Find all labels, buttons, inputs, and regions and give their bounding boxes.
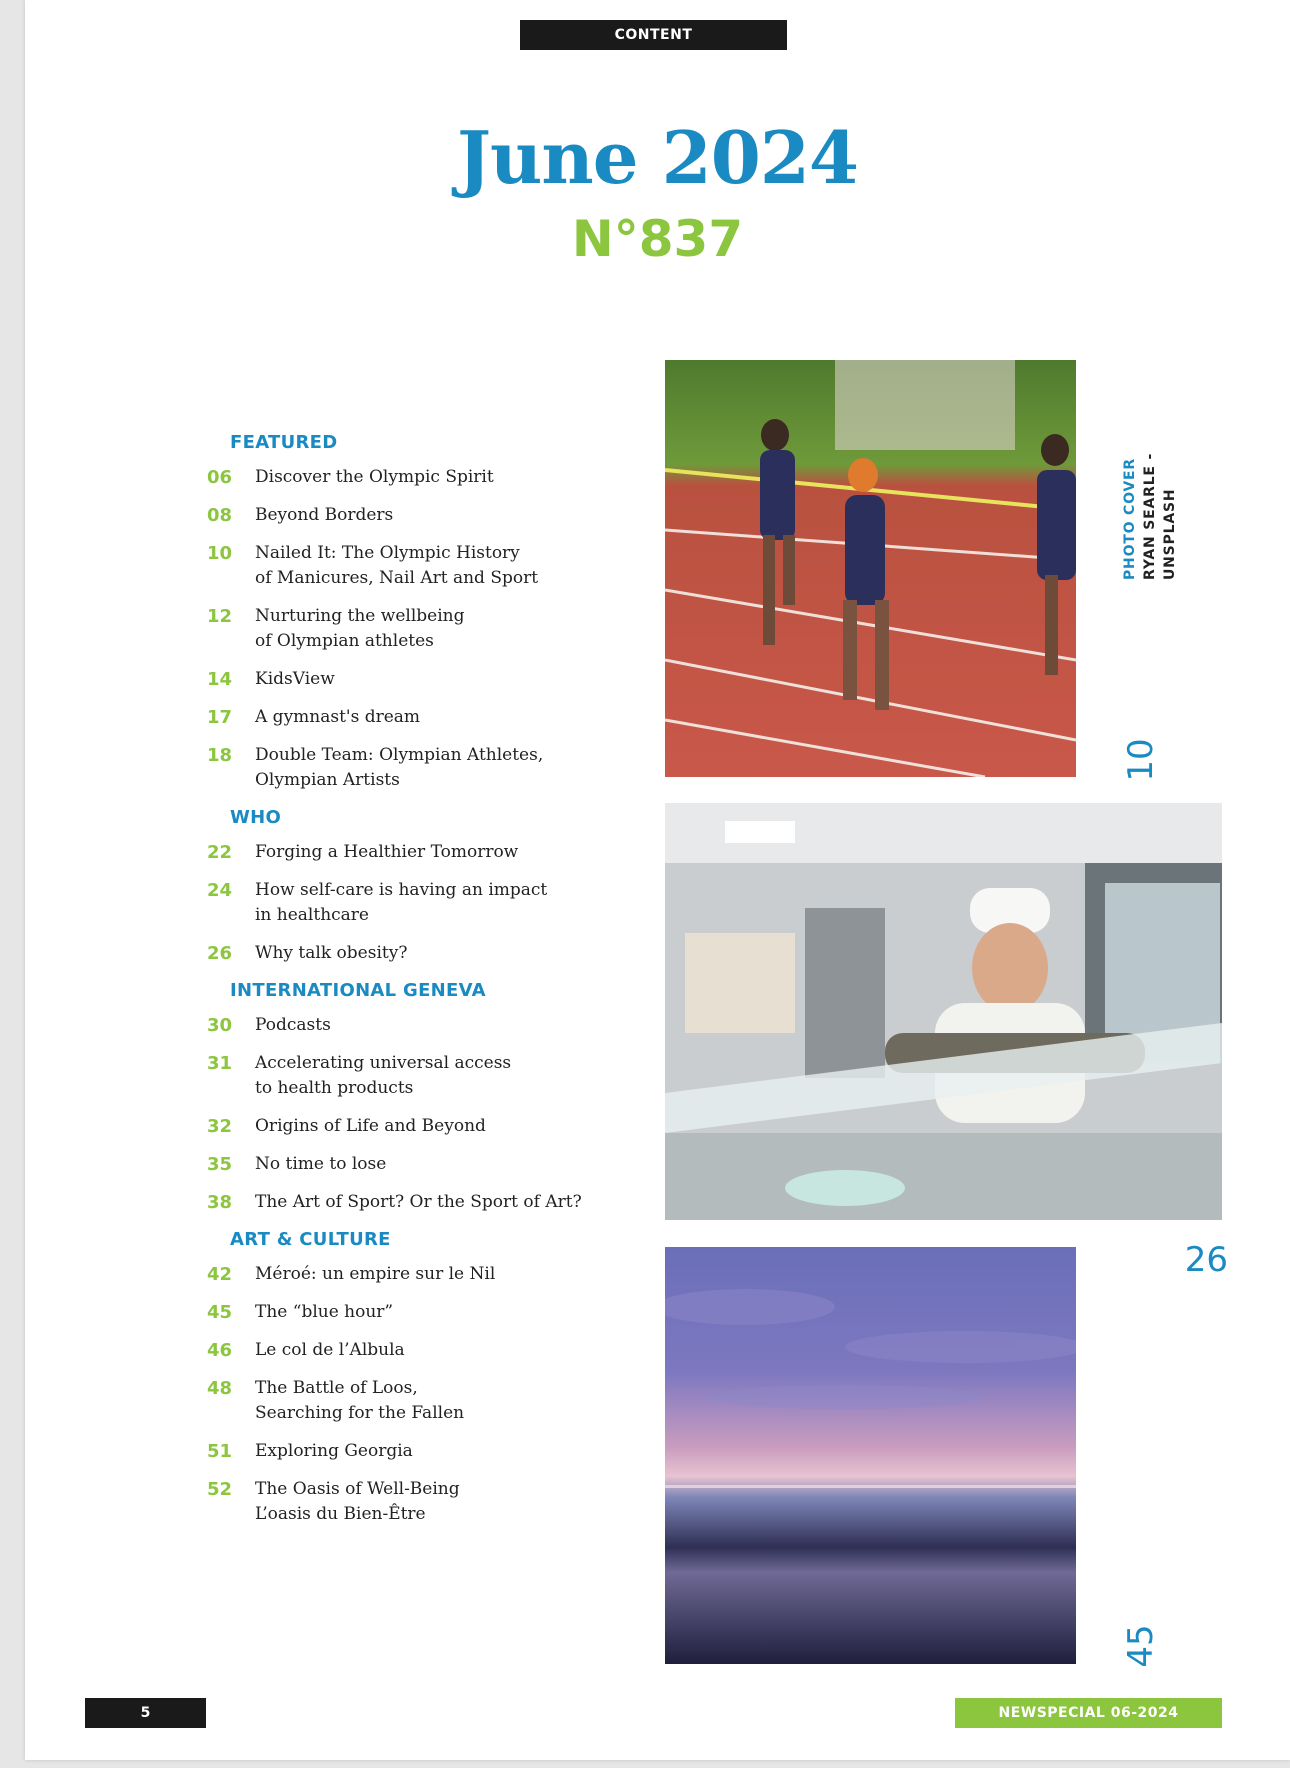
toc-entry[interactable]	[175, 1152, 645, 1177]
toc-section	[175, 980, 645, 1215]
toc-page-number: 30	[206, 1015, 232, 1036]
toc-entry[interactable]	[175, 667, 645, 692]
toc-entry[interactable]	[175, 1338, 645, 1363]
section-heading: ART & CULTURE	[230, 1229, 391, 1250]
toc-entry-title: KidsView	[255, 669, 335, 689]
toc-entry-title: Nurturing the wellbeing of Olympian athletes	[255, 606, 465, 651]
toc-entry-title: Origins of Life and Beyond	[255, 1116, 486, 1136]
toc-page-number: 48	[206, 1378, 232, 1399]
section-heading: FEATURED	[230, 432, 338, 453]
toc-entry-title: Le col de l’Albula	[255, 1340, 405, 1360]
toc-page-number: 10	[206, 543, 232, 564]
toc-entry-title: Discover the Olympic Spirit	[255, 467, 494, 487]
toc-entry[interactable]	[175, 1262, 645, 1287]
toc-page-number: 35	[206, 1154, 232, 1175]
table-of-contents	[175, 432, 645, 1540]
toc-entry[interactable]	[175, 541, 645, 591]
toc-entry-title: Podcasts	[255, 1015, 331, 1035]
toc-page-number: 32	[206, 1116, 232, 1137]
magazine-page	[25, 0, 1290, 1760]
toc-page-number: 45	[206, 1302, 232, 1323]
section-heading: INTERNATIONAL GENEVA	[230, 980, 486, 1001]
section-heading: WHO	[230, 807, 282, 828]
toc-page-number: 26	[206, 943, 232, 964]
toc-page-number: 17	[206, 707, 232, 728]
toc-entry-title: The Oasis of Well-Being L’oasis du Bien-Être	[255, 1479, 460, 1524]
toc-page-number: 22	[206, 842, 232, 863]
issue-title: June 2024	[456, 115, 859, 200]
toc-entry-title: Accelerating universal access to health products	[255, 1053, 512, 1098]
blue-hour-photo	[665, 1247, 1076, 1664]
toc-entry[interactable]	[175, 1300, 645, 1325]
toc-page-number: 42	[206, 1264, 232, 1285]
toc-entry[interactable]	[175, 1190, 645, 1215]
toc-section	[175, 807, 645, 966]
toc-entry-title: The Art of Sport? Or the Sport of Art?	[255, 1192, 582, 1212]
toc-entry-title: A gymnast's dream	[255, 707, 421, 727]
toc-page-number: 06	[206, 467, 232, 488]
toc-entry[interactable]	[175, 465, 645, 490]
toc-page-number: 18	[206, 745, 232, 766]
toc-entry-title: How self-care is having an impact in healthcare	[255, 880, 548, 925]
toc-page-number: 38	[206, 1192, 232, 1213]
page-number: 5	[85, 1698, 206, 1728]
toc-entry[interactable]	[175, 941, 645, 966]
toc-entry-title: Forging a Healthier Tomorrow	[255, 842, 519, 862]
toc-entry-title: Exploring Georgia	[255, 1441, 413, 1461]
photo-credit-name: RYAN SEARLE - UNSPLASH	[1142, 452, 1178, 580]
toc-entry[interactable]	[175, 1114, 645, 1139]
photo-credit-label: PHOTO COVER	[1122, 458, 1138, 580]
sprinters-photo	[665, 360, 1076, 777]
toc-page-number: 08	[206, 505, 232, 526]
chef-photo	[665, 803, 1222, 1220]
toc-entry-title: Nailed It: The Olympic History of Manicures, Nail Art and Sport	[255, 543, 539, 588]
toc-entry-title: The “blue hour”	[255, 1302, 394, 1322]
toc-page-number: 52	[206, 1479, 232, 1500]
toc-entry[interactable]	[175, 743, 645, 793]
toc-entry-title: Double Team: Olympian Athletes, Olympian Artists	[255, 745, 544, 790]
edition-label: NEWSPECIAL 06-2024	[955, 1698, 1222, 1728]
toc-section	[175, 1229, 645, 1527]
toc-entry[interactable]	[175, 1477, 645, 1527]
toc-entry[interactable]	[175, 604, 645, 654]
toc-entry[interactable]	[175, 840, 645, 865]
toc-entry[interactable]	[175, 705, 645, 730]
toc-entry-title: Méroé: un empire sur le Nil	[255, 1264, 496, 1284]
toc-page-number: 31	[206, 1053, 232, 1074]
toc-page-number: 14	[206, 669, 232, 690]
toc-page-number: 51	[206, 1441, 232, 1462]
photo-page-label: 45	[1121, 1624, 1161, 1668]
photo-page-label: 26	[1184, 1240, 1228, 1280]
toc-entry[interactable]	[175, 1376, 645, 1426]
toc-page-number: 46	[206, 1340, 232, 1361]
toc-entry[interactable]	[175, 1439, 645, 1464]
photo-credit	[1120, 360, 1178, 580]
issue-number: N°837	[571, 210, 744, 268]
toc-page-number: 24	[206, 880, 232, 901]
toc-page-number: 12	[206, 606, 232, 627]
toc-entry[interactable]	[175, 503, 645, 528]
photo-page-label: 10	[1121, 738, 1161, 782]
toc-entry-title: Beyond Borders	[255, 505, 394, 525]
toc-section	[175, 432, 645, 793]
toc-entry[interactable]	[175, 878, 645, 928]
toc-entry-title: No time to lose	[255, 1154, 387, 1174]
toc-entry-title: The Battle of Loos, Searching for the Fallen	[255, 1378, 465, 1423]
toc-entry[interactable]	[175, 1013, 645, 1038]
toc-entry-title: Why talk obesity?	[255, 943, 408, 963]
content-header-bar: CONTENT	[520, 20, 787, 50]
toc-entry[interactable]	[175, 1051, 645, 1101]
